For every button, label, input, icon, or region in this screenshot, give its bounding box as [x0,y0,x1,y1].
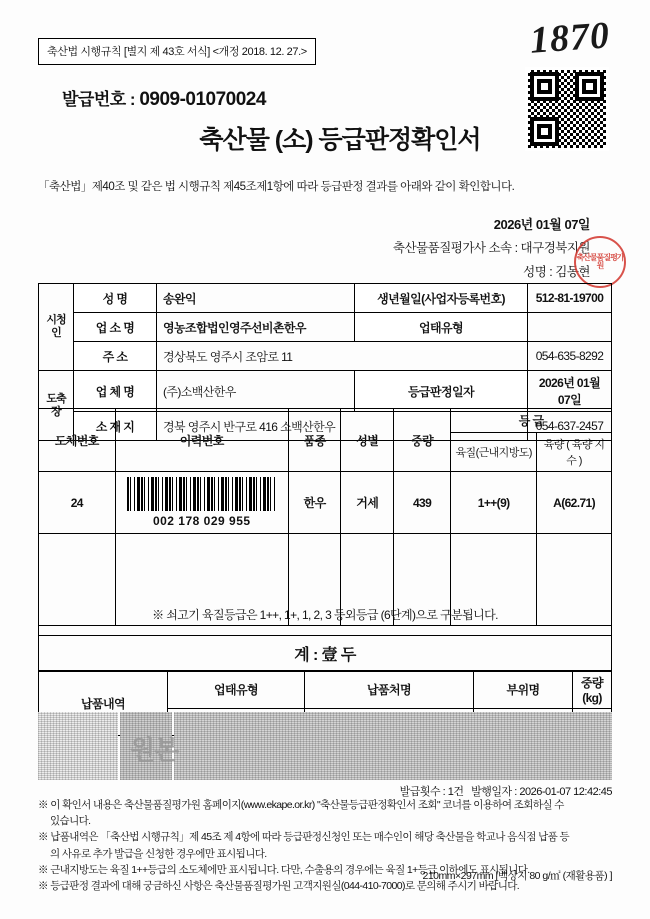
applicant-phone-value: 054-635-8292 [528,342,612,371]
grade-result-table [38,408,612,626]
footer-note-line: ※ 등급판정 결과에 대해 궁금하신 사항은 축산물품질평가원 고객지원실(044-410-7000)로 문의해 주시기 바랍니다. [38,880,520,893]
header-meat-quality: 육질(근내지방도) [451,433,537,472]
header-history-no: 이력번호 [115,409,288,472]
issue-number-label: 발급번호 : [62,90,136,109]
slaughterhouse-location-label: 소 재 지 [74,412,157,441]
issue-count-label: 발급횟수 : 1건 [399,786,464,798]
issue-count-line [400,783,612,799]
history-no-cell [115,472,288,534]
applicant-address-label: 주 소 [74,342,157,371]
scan-noise-block-left [38,712,118,780]
total-value: 壹 두 [321,647,356,664]
inspector-org-value: 대구경북지원 [520,241,590,255]
header-weight: 중량 [393,409,450,472]
applicant-name-label: 성 명 [74,284,157,313]
official-seal-stamp: 축산물품질평가원 [574,236,626,288]
applicant-address-value: 경상북도 영주시 조암로 11 [157,342,528,371]
sex-value: 거세 [341,472,394,534]
slaughterhouse-company-value: (주)소백산한우 [157,371,355,412]
paper-specification: 210mm×297mm [백상지 80 g/㎡ (재활용품) ] [422,870,612,882]
table-row [39,472,612,534]
inspector-name-label: 성명 : [523,265,553,279]
scan-artifact-band [38,712,612,780]
scan-noise-block-right [174,712,612,780]
issue-date-label: 발행일자 : [471,786,517,798]
inspector-organization [393,238,590,256]
footer-note-line: 의 사유로 추가 발급을 신청한 경우에만 표시됩니다. [50,847,267,860]
document-title: 축산물 (소) 등급판정확인서 [199,126,481,154]
qr-code-icon [526,68,608,150]
delivery-header-weight: 중량(kg) [573,671,612,709]
table-header-row [39,409,612,433]
table-row [39,313,612,342]
applicant-biztype-label: 업태유형 [355,313,528,342]
table-row [39,371,612,412]
slaughterhouse-company-label: 업 체 명 [74,371,157,412]
breed-value: 한우 [288,472,341,534]
issue-number-value: 0909-01070024 [139,89,266,110]
handwritten-number: 1870 [528,14,612,62]
delivery-header-part: 부위명 [474,671,573,709]
judge-date-label: 등급판정일자 [355,371,528,412]
applicant-company-value: 영농조합법인영주선비촌한우 [157,313,355,342]
applicant-name-value: 송완익 [157,284,355,313]
header-sex: 성별 [341,409,394,472]
table-row [39,284,612,313]
footer-note-line: ※ 납품내역은 「축산법 시행규칙」제 45조 제 4항에 따라 등급판정신청인 또는 매수인이 해당 축산물을 학교나 음식점 납품 등 [38,831,570,844]
applicant-biztype-value [528,313,612,342]
history-no-value: 002 178 029 955 [152,514,251,528]
delivery-header-biztype: 업태유형 [168,671,305,709]
slaughterhouse-side-label: 도축장 [39,371,74,441]
delivery-label: 납품내역 [39,671,168,736]
header-breed: 품종 [288,409,341,472]
issue-datetime-value: 2026-01-07 12:42:45 [519,786,612,798]
form-code-label: 축산법 시행규칙 [별지 제 43호 서식] <개정 2018. 12. 27.> [38,38,316,65]
barcode-icon [127,477,277,511]
legal-basis-text: 「축산법」제40조 및 같은 법 시행규칙 제45조제1항에 따라 등급판정 결과를 아래와 같이 확인합니다. [38,181,515,193]
applicant-birth-label: 생년월일(사업자등록번호) [355,284,528,313]
total-row [38,636,612,672]
slaughterhouse-phone-value: 054-637-2457 [528,412,612,441]
carcass-no-value: 24 [39,472,116,534]
footer-note-line: 있습니다. [50,815,91,828]
applicant-company-label: 업 소 명 [74,313,157,342]
header-grade: 등 급 [451,409,612,433]
yield-value: A(62.71) [537,472,612,534]
grade-note: ※ 쇠고기 육질등급은 1++, 1+, 1, 2, 3 등외등급 (6단계)으로 구분됩니다. [38,598,612,636]
weight-value: 439 [393,472,450,534]
table-row [39,342,612,371]
total-label: 계 : [294,647,318,664]
header-carcass-no: 도체번호 [39,409,116,472]
judge-date-value: 2026년 01월 07일 [528,371,612,412]
delivery-header-destination: 납품처명 [305,671,474,709]
inspector-name-value: 김동현 [555,265,590,279]
slaughterhouse-location-value: 경북 영주시 반구로 416 소백산한우 [157,412,528,441]
footer-note-line: ※ 근내지방도는 육질 1++등급의 소도체에만 표시됩니다. 다만, 수출용의 경우에는 육질 1+등급 이하에도 표시됩니다. [38,863,530,876]
footer-note-line: ※ 이 확인서 내용은 축산물품질평가원 홈페이지(www.ekape.or.kr) "축산물등급판정확인서 조회" 코너를 이용하여 조회하실 수 [38,799,564,811]
meat-quality-value: 1++(9) [451,472,537,534]
issue-number-line [62,85,266,111]
original-watermark: 원본 [130,735,179,765]
applicant-birth-value: 512-81-19700 [528,284,612,313]
table-header-row [39,671,612,709]
issue-date: 2026년 01월 07일 [493,217,590,232]
header-yield: 육량 ( 육량 지수 ) [537,433,612,472]
applicant-side-label: 시청인 [39,284,74,371]
inspector-org-label: 축산물품질평가사 소속 : [392,241,518,255]
